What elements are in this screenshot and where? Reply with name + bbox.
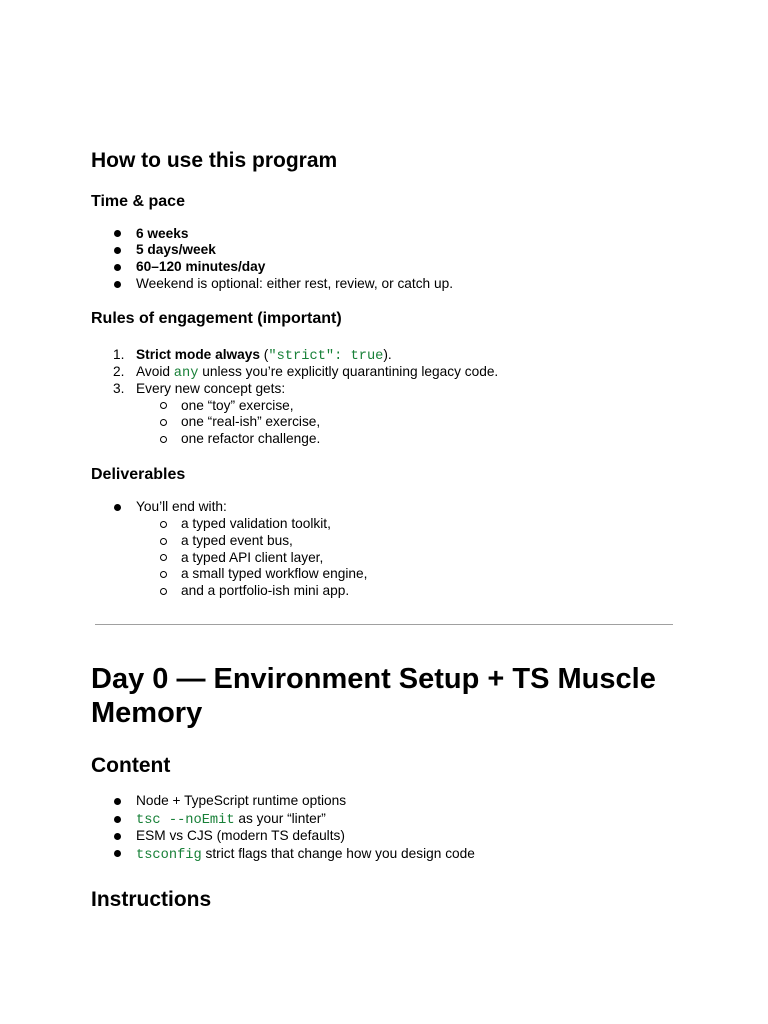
bullet-disc-icon <box>114 850 121 857</box>
list-number: 3. <box>113 380 125 396</box>
inline-code: tsconfig <box>136 847 202 863</box>
bullet-disc-icon <box>114 264 121 271</box>
list-item <box>91 259 677 276</box>
inline-code: any <box>173 366 199 382</box>
bullet-disc-icon <box>114 247 121 254</box>
list-number: 2. <box>113 364 125 380</box>
nested-list <box>91 398 677 448</box>
list-item-text: one “real-ish” exercise, <box>181 414 321 430</box>
list-item-text: ( <box>260 346 269 362</box>
bullet-circle-icon <box>160 571 167 578</box>
bullet-disc-icon <box>114 798 121 805</box>
bullet-circle-icon <box>160 588 167 595</box>
section-heading-instructions: Instructions <box>91 887 212 911</box>
list-item-text: Avoid <box>136 364 174 380</box>
bullet-disc-icon <box>114 230 121 237</box>
bullet-disc-icon <box>114 816 121 823</box>
sub-list-item <box>91 550 677 567</box>
list-item-text: a small typed workflow engine, <box>181 566 368 582</box>
list-item-text: ESM vs CJS (modern TS defaults) <box>136 828 345 844</box>
list-item <box>91 810 677 828</box>
subheading-time-pace: Time & pace <box>91 192 185 210</box>
content-list <box>91 793 677 862</box>
inline-code: "strict": true <box>268 348 384 364</box>
bullet-disc-icon <box>114 833 121 840</box>
list-item <box>91 793 677 810</box>
list-number: 1. <box>113 346 125 362</box>
list-item <box>91 499 677 599</box>
day-title: Day 0 — Environment Setup + TS Muscle Memory <box>91 662 656 729</box>
list-item-text: 5 days/week <box>136 242 216 258</box>
list-item-text: a typed event bus, <box>181 532 293 548</box>
list-item-text: Weekend is optional: either rest, review, or catch up. <box>136 275 454 291</box>
list-item-text: strict flags that change how you design code <box>201 845 475 861</box>
bullet-circle-icon <box>160 538 167 545</box>
subheading-deliverables: Deliverables <box>91 466 186 484</box>
section-heading-content: Content <box>91 753 171 777</box>
list-item-text: a typed API client layer, <box>181 549 324 565</box>
list-item-text: one refactor challenge. <box>181 430 321 446</box>
deliverables-list <box>91 499 677 599</box>
inline-code: tsc --noEmit <box>136 813 235 829</box>
list-item <box>91 226 677 243</box>
bullet-circle-icon <box>160 436 167 443</box>
sub-list-item <box>91 516 677 533</box>
list-item-text: Strict mode always <box>136 346 260 362</box>
sub-list-item <box>91 414 677 431</box>
list-item <box>91 346 677 365</box>
list-item-text: 6 weeks <box>136 225 189 241</box>
list-item-text: You’ll end with: <box>136 499 227 515</box>
horizontal-divider <box>95 624 673 625</box>
bullet-disc-icon <box>114 504 121 511</box>
bullet-disc-icon <box>114 281 121 288</box>
list-item-text: Every new concept gets: <box>136 380 286 396</box>
list-item-text: 60–120 minutes/day <box>136 258 266 274</box>
sub-list-item <box>91 566 677 583</box>
list-item-text: as your “linter” <box>234 811 326 827</box>
list-item <box>91 276 677 293</box>
subheading-rules: Rules of engagement (important) <box>91 310 342 328</box>
bullet-circle-icon <box>160 554 167 561</box>
sub-list-item <box>91 431 677 448</box>
bullet-circle-icon <box>160 419 167 426</box>
list-item <box>91 845 677 863</box>
list-item-text: unless you’re explicitly quarantining legacy code. <box>198 364 499 380</box>
list-item-text: and a portfolio-ish mini app. <box>181 582 350 598</box>
section-heading-how-to-use: How to use this program <box>91 149 338 172</box>
bullet-circle-icon <box>160 521 167 528</box>
list-item-text: one “toy” exercise, <box>181 397 294 413</box>
list-item <box>91 364 677 381</box>
sub-list-item <box>91 533 677 550</box>
nested-list <box>91 516 677 599</box>
list-item <box>91 381 677 448</box>
list-item <box>91 242 677 259</box>
sub-list-item <box>91 398 677 415</box>
rules-list <box>91 346 677 448</box>
list-item <box>91 828 677 845</box>
list-item-text: ). <box>383 346 392 362</box>
list-item-text: Node + TypeScript runtime options <box>136 793 347 809</box>
sub-list-item <box>91 583 677 600</box>
list-item-text: a typed validation toolkit, <box>181 516 331 532</box>
bullet-circle-icon <box>160 402 167 409</box>
time-pace-list <box>91 226 677 293</box>
